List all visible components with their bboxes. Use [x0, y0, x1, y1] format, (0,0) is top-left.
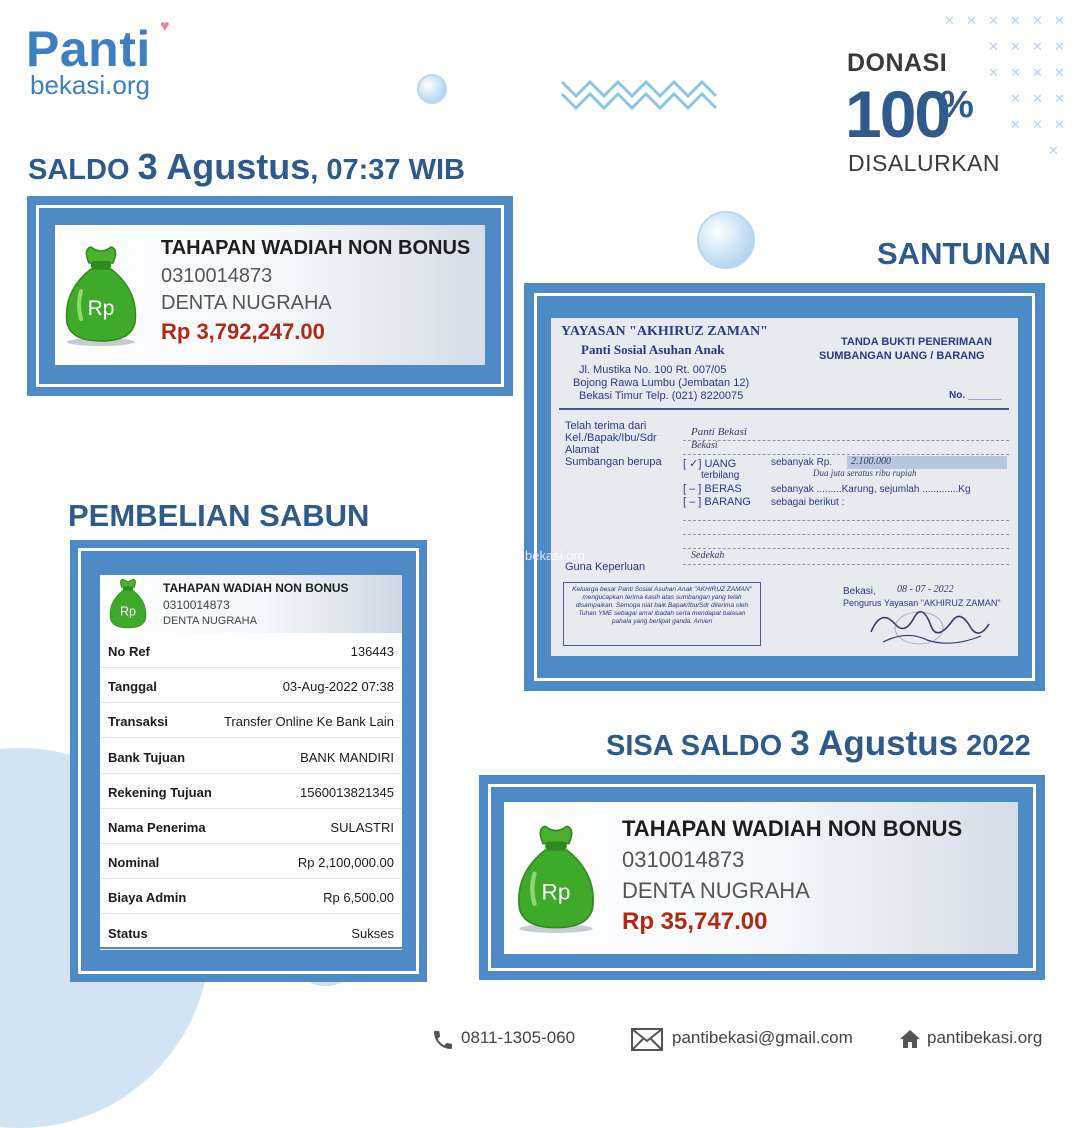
saldo-heading-prefix: SALDO — [28, 154, 138, 186]
receipt-handwritten-words: Dua juta seratus ribu rupiah — [813, 468, 917, 478]
receipt-address-1: Jl. Mustika No. 100 Rt. 007/05 — [579, 364, 727, 376]
account-holder: DENTA NUGRAHA — [163, 615, 257, 627]
receipt-label-name: Kel./Bapak/Ibu/Sdr — [565, 432, 657, 444]
table-row — [100, 774, 402, 809]
account-type: TAHAPAN WADIAH NON BONUS — [163, 581, 349, 595]
receipt-sign-date: 08 - 07 - 2022 — [897, 584, 954, 595]
account-holder: DENTA NUGRAHA — [622, 878, 810, 903]
account-number: 0310014873 — [163, 598, 230, 612]
row-value: 03-Aug-2022 07:38 — [282, 679, 394, 695]
receipt-handwritten-amount: 2.100.000 — [851, 456, 891, 467]
row-label: Bank Tujuan — [108, 749, 186, 765]
donation-badge-percent: % — [940, 84, 974, 126]
row-value: Rp 2,100,000.00 — [297, 855, 394, 871]
receipt-barang-detail: sebagai berikut : — [771, 497, 845, 508]
receipt-uang-detail: sebanyak Rp. — [771, 457, 833, 468]
donation-badge-line1: DONASI — [847, 49, 948, 77]
table-row — [100, 809, 402, 844]
table-row — [100, 879, 402, 914]
receipt-address-2: Bojong Rawa Lumbu (Jembatan 12) — [573, 377, 750, 389]
zigzag-decoration — [560, 76, 720, 116]
row-value: Rp 6,500.00 — [323, 890, 394, 906]
receipt-option-uang: [ ✓] UANG — [683, 458, 737, 470]
santunan-heading: SANTUNAN — [877, 236, 1051, 271]
receipt-beras-detail: sebanyak .........Karung, sejumlah .............Kg — [771, 484, 971, 495]
row-label: Nominal — [108, 855, 160, 871]
receipt-thank-you-note: Keluarga besar Panti Sosial Asuhan Anak "AKHIRUZ ZAMAN" mengucapkan terima kasih atas sumbangan yang telah disampaikan. Semoga niat baik Bapak/Ibu/Sdr diterima oleh Tuhan YME sebagai amal ibadah serta mendapat balasan pahala yang berlipat ganda. Amien — [563, 582, 761, 646]
receipt-number-label: No. ______ — [949, 390, 1002, 401]
row-value: SULASTRI — [330, 820, 394, 835]
receipt-line — [683, 564, 1009, 565]
sisa-heading-date: 3 Agustus — [790, 724, 959, 763]
receipt-line — [683, 440, 1009, 441]
receipt-doc-title-2: SUMBANGAN UANG / BARANG — [819, 350, 985, 362]
donation-badge-line3: DISALURKAN — [848, 150, 1000, 176]
santunan-frame — [524, 283, 1045, 691]
money-bag-icon — [59, 243, 143, 347]
pembelian-sabun-heading: PEMBELIAN SABUN — [68, 498, 370, 533]
home-icon — [899, 1029, 921, 1049]
receipt-line — [683, 454, 1009, 455]
donation-receipt — [525, 318, 1018, 656]
row-value: 1560013821345 — [300, 784, 394, 800]
table-row — [100, 668, 402, 703]
transaction-account-header — [100, 575, 402, 633]
account-holder: DENTA NUGRAHA — [161, 292, 332, 314]
saldo-heading-date: 3 Agustus — [137, 146, 311, 187]
row-label: Status — [108, 925, 148, 941]
account-number: 0310014873 — [622, 847, 745, 872]
account-type: TAHAPAN WADIAH NON BONUS — [622, 816, 963, 841]
receipt-address-3: Bekasi Timur Telp. (021) 8220075 — [579, 390, 744, 402]
receipt-sign-place: Bekasi, — [843, 586, 876, 597]
receipt-org-name: YAYASAN "AKHIRUZ ZAMAN" — [561, 324, 768, 339]
footer-website[interactable]: pantibekasi.org — [927, 1028, 1043, 1047]
receipt-divider — [559, 408, 1009, 410]
phone-icon — [431, 1028, 455, 1052]
footer-phone[interactable]: 0811-1305-060 — [461, 1028, 576, 1047]
receipt-label-received: Telah terima dari — [565, 420, 647, 432]
money-bag-icon — [106, 577, 150, 631]
receipt-handwritten-address: Bekasi — [691, 440, 718, 451]
table-row — [100, 703, 402, 738]
saldo-heading-suffix: , 07:37 WIB — [310, 154, 465, 186]
sisa-heading-suffix: 2022 — [958, 730, 1031, 762]
saldo-account-card — [55, 225, 485, 365]
receipt-label-purpose: Guna Keperluan — [565, 561, 646, 573]
sisa-saldo-heading — [606, 724, 1031, 764]
sisa-heading-prefix: SISA SALDO — [606, 730, 791, 762]
money-bag-label: Rp — [87, 297, 115, 320]
receipt-option-beras: [ – ] BERAS — [683, 483, 742, 495]
saldo-heading — [28, 146, 465, 188]
receipt-line — [683, 548, 1009, 549]
row-label: Transaksi — [108, 714, 168, 730]
decorative-bubble — [417, 74, 447, 104]
donation-badge-number: 100 — [845, 77, 950, 151]
receipt-sign-role: Pengurus Yayasan "AKHIRUZ ZAMAN" — [843, 598, 1001, 608]
money-bag-label: Rp — [541, 879, 571, 905]
row-value: Transfer Online Ke Bank Lain — [223, 714, 394, 730]
table-row — [100, 739, 402, 774]
receipt-org-sub: Panti Sosial Asuhan Anak — [581, 342, 725, 357]
x-pattern-decoration: ✕ ✕ ✕ ✕ ✕ ✕ ✕ ✕ ✕ ✕ ✕ ✕ ✕ ✕ ✕ ✕ ✕ ✕ ✕ ✕ ✕ — [944, 14, 1065, 159]
saldo-frame — [27, 196, 513, 396]
table-row — [100, 844, 402, 879]
receipt-handwritten-purpose: Sedekah — [691, 550, 725, 561]
money-bag-icon — [510, 822, 602, 934]
signature-stamp — [861, 602, 1001, 652]
table-row — [100, 633, 402, 668]
logo-domain: bekasi.org — [30, 70, 150, 100]
row-value: Sukses — [351, 925, 394, 941]
row-value: 136443 — [350, 644, 394, 659]
account-number: 0310014873 — [161, 265, 273, 287]
decorative-bubble — [697, 211, 755, 269]
row-label: Tanggal — [108, 679, 157, 695]
row-label: Nama Penerima — [108, 820, 206, 835]
sisa-saldo-frame — [479, 775, 1045, 980]
email-icon — [631, 1028, 663, 1051]
transaction-detail — [100, 575, 402, 947]
receipt-doc-title-1: TANDA BUKTI PENERIMAAN — [841, 336, 992, 348]
pembelian-sabun-frame — [70, 540, 427, 982]
logo-wordmark: Panti — [26, 21, 151, 77]
account-type: TAHAPAN WADIAH NON BONUS — [161, 237, 471, 259]
heart-icon: ♥ — [160, 18, 170, 35]
row-value: BANK MANDIRI — [300, 749, 394, 765]
row-label: No Ref — [108, 644, 150, 659]
account-balance: Rp 35,747.00 — [622, 908, 768, 935]
money-bag-label: Rp — [120, 604, 136, 619]
sisa-account-card — [504, 802, 1018, 954]
receipt-handwritten-name: Panti Bekasi — [691, 426, 747, 438]
receipt-line — [683, 520, 1009, 521]
row-label: Rekening Tujuan — [108, 784, 212, 800]
account-balance: Rp 3,792,247.00 — [161, 319, 325, 344]
receipt-line — [683, 534, 1009, 535]
receipt-watermark: bekasi.org — [525, 548, 585, 563]
receipt-terbilang: terbilang — [701, 470, 740, 481]
row-label: Biaya Admin — [108, 890, 187, 906]
table-row — [100, 915, 402, 950]
receipt-label-address: Alamat — [565, 444, 600, 456]
receipt-option-barang: [ – ] BARANG — [683, 496, 751, 508]
receipt-label-donation: Sumbangan berupa — [565, 456, 662, 468]
footer-email[interactable]: pantibekasi@gmail.com — [672, 1028, 853, 1047]
